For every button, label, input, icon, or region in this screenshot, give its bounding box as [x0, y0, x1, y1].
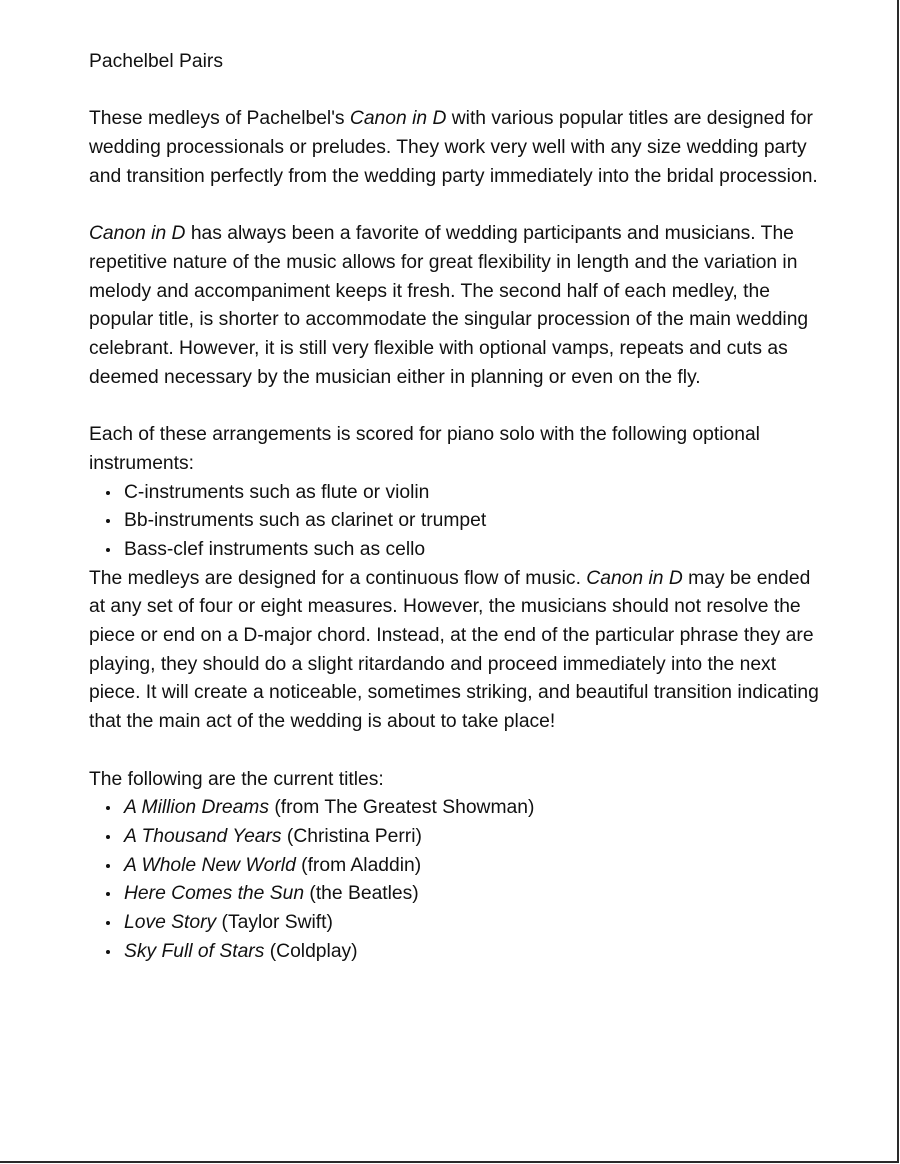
- song-credit: (the Beatles): [304, 883, 419, 905]
- bullet-icon: [106, 806, 110, 810]
- paragraph-spacer: [89, 392, 819, 421]
- song-title: Here Comes the Sun: [124, 883, 305, 905]
- song-title: Sky Full of Stars: [124, 940, 265, 962]
- intro-piece-title: Canon in D: [349, 108, 447, 130]
- title-list-item: [124, 938, 819, 967]
- instrument-list-item: [124, 507, 819, 536]
- instrument-list: [89, 479, 819, 565]
- intro-text-end: with various popular titles are designed for wedding processionals or preludes. They work very well with any size wedding party and transition perfectly from the wedding party immediately into the bridal procession.: [89, 108, 818, 187]
- song-credit: (from The Greatest Showman): [269, 797, 535, 819]
- canon-description-paragraph: [89, 220, 819, 392]
- title-list-item: [124, 852, 819, 881]
- song-title: A Whole New World: [124, 854, 296, 876]
- title-list-item: [124, 823, 819, 852]
- document-body: [89, 48, 819, 966]
- titles-intro-paragraph: The following are the current titles:: [89, 768, 384, 790]
- bullet-icon: [106, 950, 110, 954]
- paragraph-spacer: [89, 192, 819, 221]
- paragraph-spacer: [89, 737, 819, 766]
- song-credit: (from Aladdin): [295, 854, 422, 876]
- instrument-text: Bass-clef instruments such as cello: [124, 538, 426, 560]
- intro-paragraph: [89, 105, 819, 191]
- medley-flow-text-end: may be ended at any set of four or eight measures. However, the musicians should not resolve the piece or end on a D-major chord. Instead, at the end of the particular phrase they are playing, they should do a slight ritardando and proceed immediately into the next piece. It will create a noticeable, sometimes striking, and beautiful transition indicating that the main act of the wedding is about to take place!: [89, 567, 819, 733]
- bullet-icon: [106, 491, 110, 495]
- instrument-text: C-instruments such as flute or violin: [124, 481, 430, 503]
- instrumentation-paragraph: Each of these arrangements is scored for piano solo with the following optional instruments:: [89, 424, 760, 474]
- bullet-icon: [106, 892, 110, 896]
- title-list-item: [124, 794, 819, 823]
- paragraph-spacer: [89, 77, 819, 106]
- song-credit: (Christina Perri): [281, 825, 422, 847]
- title-list-item: [124, 909, 819, 938]
- document-title: Pachelbel Pairs: [89, 51, 223, 72]
- instrument-text: Bb-instruments such as clarinet or trumpet: [124, 510, 487, 532]
- bullet-icon: [106, 548, 110, 552]
- bullet-icon: [106, 864, 110, 868]
- intro-text-start: These medleys of Pachelbel's: [89, 108, 350, 130]
- titles-list: [89, 794, 819, 966]
- bullet-icon: [106, 519, 110, 523]
- bullet-icon: [106, 921, 110, 925]
- song-title: A Thousand Years: [124, 825, 282, 847]
- song-title: Love Story: [124, 912, 217, 934]
- song-title: A Million Dreams: [124, 797, 269, 819]
- bullet-icon: [106, 835, 110, 839]
- title-list-item: [124, 880, 819, 909]
- instrument-list-item: [124, 479, 819, 508]
- instrument-list-item: [124, 536, 819, 565]
- song-credit: (Taylor Swift): [216, 912, 333, 934]
- medley-piece-title: Canon in D: [586, 567, 683, 589]
- canon-piece-title: Canon in D: [89, 223, 186, 245]
- medley-flow-text-start: The medleys are designed for a continuous flow of music.: [89, 567, 587, 589]
- song-credit: (Coldplay): [264, 940, 358, 962]
- canon-description-text: has always been a favorite of wedding participants and musicians. The repetitive nature of the music allows for great flexibility in length and the variation in melody and accompaniment keeps it fresh. The second half of each medley, the popular title, is shorter to accommodate the singular procession of the main wedding celebrant. However, it is still very flexible with optional vamps, repeats and cuts as deemed necessary by the musician either in planning or even on the fly.: [89, 223, 809, 388]
- medley-flow-paragraph: [89, 565, 819, 737]
